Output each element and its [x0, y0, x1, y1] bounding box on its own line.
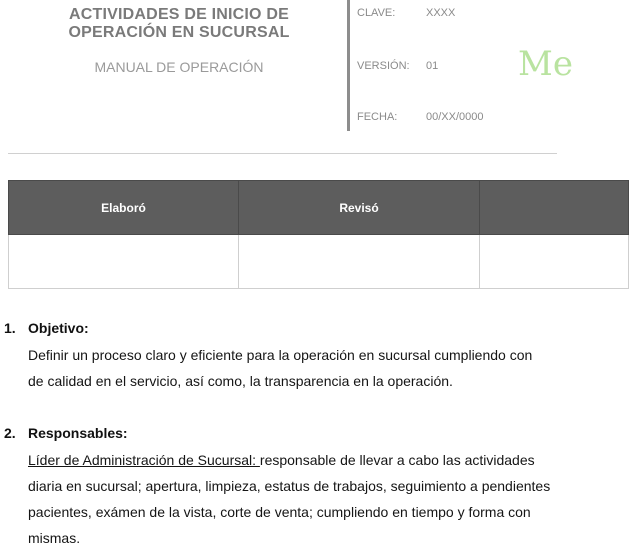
- third-cell: [480, 235, 629, 289]
- version-label: VERSIÓN:: [357, 60, 410, 72]
- paragraph-line: mismas.: [28, 530, 81, 546]
- paragraph-line: diaria en sucursal; apertura, limpieza, estatus de trabajos, seguimiento a pendientes: [28, 478, 551, 494]
- section-number: 1.: [4, 320, 16, 336]
- document-subtitle: MANUAL DE OPERACIÓN: [94, 59, 264, 75]
- title-line-2: OPERACIÓN EN SUCURSAL: [68, 24, 290, 41]
- elaboro-cell: [9, 235, 239, 289]
- header-separator: [8, 153, 557, 154]
- section-number: 2.: [4, 425, 16, 441]
- elaboro-header: Elaboró: [9, 181, 239, 235]
- version-value: 01: [426, 60, 439, 72]
- role-description: responsable de llevar a cabo las actividades: [259, 452, 535, 468]
- title-line-1: ACTIVIDADES DE INICIO DE: [69, 6, 289, 23]
- paragraph-line: de calidad en el servicio, así como, la transparencia en la operación.: [28, 373, 453, 389]
- reviso-header: Revisó: [239, 181, 480, 235]
- signature-table: [8, 180, 629, 289]
- header-divider: [347, 0, 350, 131]
- signature-table-row: [9, 235, 629, 289]
- clave-value: XXXX: [426, 7, 456, 19]
- clave-label: CLAVE:: [357, 7, 396, 19]
- company-logo: Me: [518, 44, 573, 84]
- section-heading: Responsables:: [28, 425, 128, 441]
- paragraph-line: Definir un proceso claro y eficiente para la operación en sucursal cumpliendo con: [28, 347, 533, 363]
- reviso-cell: [239, 235, 480, 289]
- section-heading: Objetivo:: [28, 320, 89, 336]
- fecha-value: 00/XX/0000: [426, 111, 484, 123]
- signature-table-header-row: [9, 181, 629, 235]
- third-header: [480, 181, 629, 235]
- paragraph-line: [28, 452, 535, 468]
- fecha-label: FECHA:: [357, 111, 398, 123]
- paragraph-line: pacientes, exámen de la vista, corte de venta; cumpliendo en tiempo y forma con: [28, 504, 531, 520]
- role-name: Líder de Administración de Sucursal:: [28, 452, 260, 468]
